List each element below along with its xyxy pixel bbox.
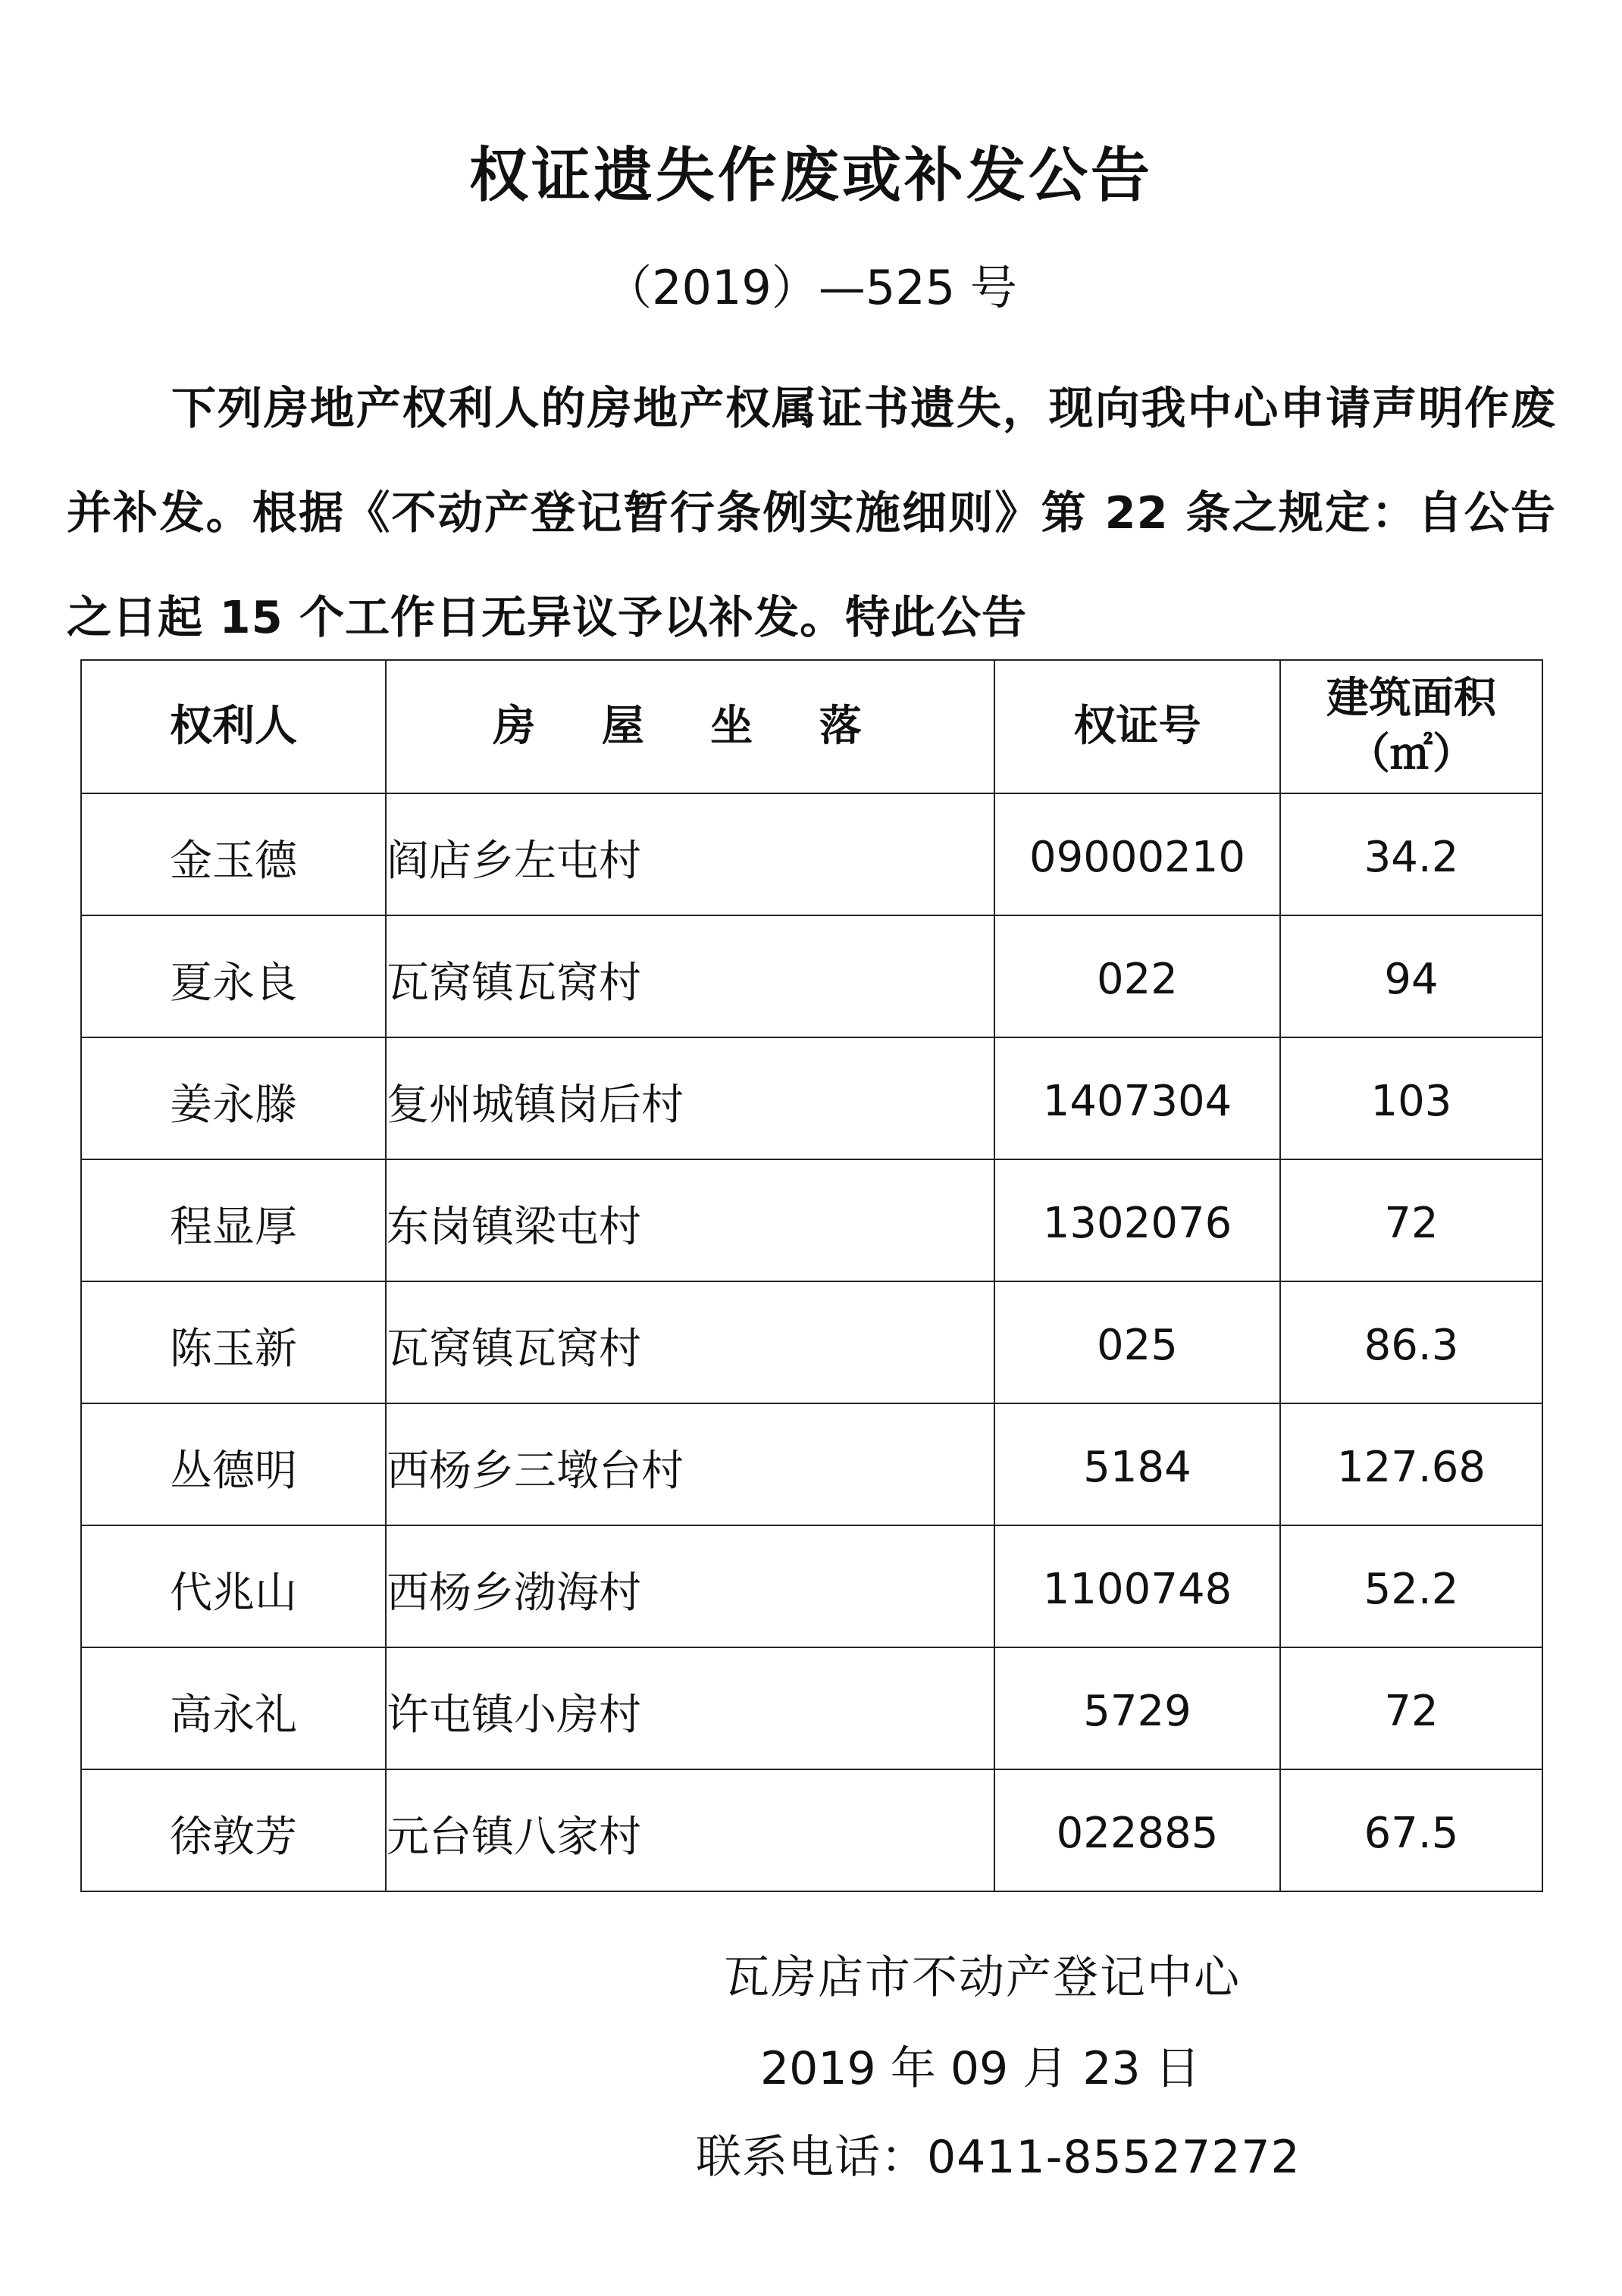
cell-owner: 高永礼: [81, 1647, 386, 1769]
table-row: [81, 1281, 1542, 1403]
table-row: [81, 1769, 1542, 1891]
cell-location: 瓦窝镇瓦窝村: [386, 915, 994, 1037]
header-location-label: 房 屋 坐 落: [493, 702, 888, 751]
cell-cert-no: 5729: [994, 1647, 1280, 1769]
cell-area: 52.2: [1280, 1525, 1542, 1647]
cell-owner: 代兆山: [81, 1525, 386, 1647]
table-row: [81, 793, 1542, 915]
header-area-unit: （㎡）: [1348, 730, 1475, 779]
cell-area: 103: [1280, 1037, 1542, 1159]
table-body: [81, 793, 1542, 1891]
table-row: [81, 1159, 1542, 1281]
table-row: [81, 1037, 1542, 1159]
page-title: 权证遗失作废或补发公告: [468, 142, 1153, 210]
cell-location: 东岗镇梁屯村: [386, 1159, 994, 1281]
cell-cert-no: 022885: [994, 1769, 1280, 1891]
cell-location: 阎店乡左屯村: [386, 793, 994, 915]
header-owner: 权利人: [81, 660, 386, 793]
cell-location: 元台镇八家村: [386, 1769, 994, 1891]
cell-owner: 徐敦芳: [81, 1769, 386, 1891]
cell-owner: 姜永滕: [81, 1037, 386, 1159]
cell-owner: 丛德明: [81, 1403, 386, 1525]
notice-body: 下列房地产权利人的房地产权属证书遗失，现向我中心申请声明作废并补发。根据《不动产登记暂行条例实施细则》第 22 条之规定：自公告之日起 15 个工作日无异议予以补发。特此公告: [67, 382, 1556, 643]
cell-area: 86.3: [1280, 1281, 1542, 1403]
cell-area: 34.2: [1280, 793, 1542, 915]
cell-owner: 陈玉新: [81, 1281, 386, 1403]
header-location: [386, 660, 994, 793]
cell-location: 复州城镇岗后村: [386, 1037, 994, 1159]
table-row: [81, 1403, 1542, 1525]
cell-location: 许屯镇小房村: [386, 1647, 994, 1769]
cell-cert-no: 1100748: [994, 1525, 1280, 1647]
cell-area: 127.68: [1280, 1403, 1542, 1525]
issuer-name: 瓦房店市不动产登记中心: [724, 1951, 1241, 2004]
cell-cert-no: 1407304: [994, 1037, 1280, 1159]
header-cert-no: 权证号: [994, 660, 1280, 793]
cell-cert-no: 022: [994, 915, 1280, 1037]
contact-phone: 联系电话：0411-85527272: [696, 2131, 1301, 2184]
cell-area: 94: [1280, 915, 1542, 1037]
issue-date: 2019 年 09 月 23 日: [760, 2042, 1201, 2095]
cell-area: 72: [1280, 1159, 1542, 1281]
document-number: （2019）—525 号: [605, 260, 1017, 315]
cell-cert-no: 5184: [994, 1403, 1280, 1525]
lost-certificate-table: [80, 659, 1543, 1892]
table-row: [81, 915, 1542, 1037]
cell-area: 67.5: [1280, 1769, 1542, 1891]
cell-cert-no: 09000210: [994, 793, 1280, 915]
cell-location: 瓦窝镇瓦窝村: [386, 1281, 994, 1403]
cell-owner: 夏永良: [81, 915, 386, 1037]
cell-area: 72: [1280, 1647, 1542, 1769]
table-row: [81, 1525, 1542, 1647]
cell-owner: 金玉德: [81, 793, 386, 915]
cell-cert-no: 1302076: [994, 1159, 1280, 1281]
cell-location: 西杨乡三墩台村: [386, 1403, 994, 1525]
header-area: [1280, 660, 1542, 793]
header-area-label: 建筑面积: [1326, 674, 1496, 723]
table-header-row: [81, 660, 1542, 793]
table-row: [81, 1647, 1542, 1769]
cell-location: 西杨乡渤海村: [386, 1525, 994, 1647]
cell-owner: 程显厚: [81, 1159, 386, 1281]
cell-cert-no: 025: [994, 1281, 1280, 1403]
